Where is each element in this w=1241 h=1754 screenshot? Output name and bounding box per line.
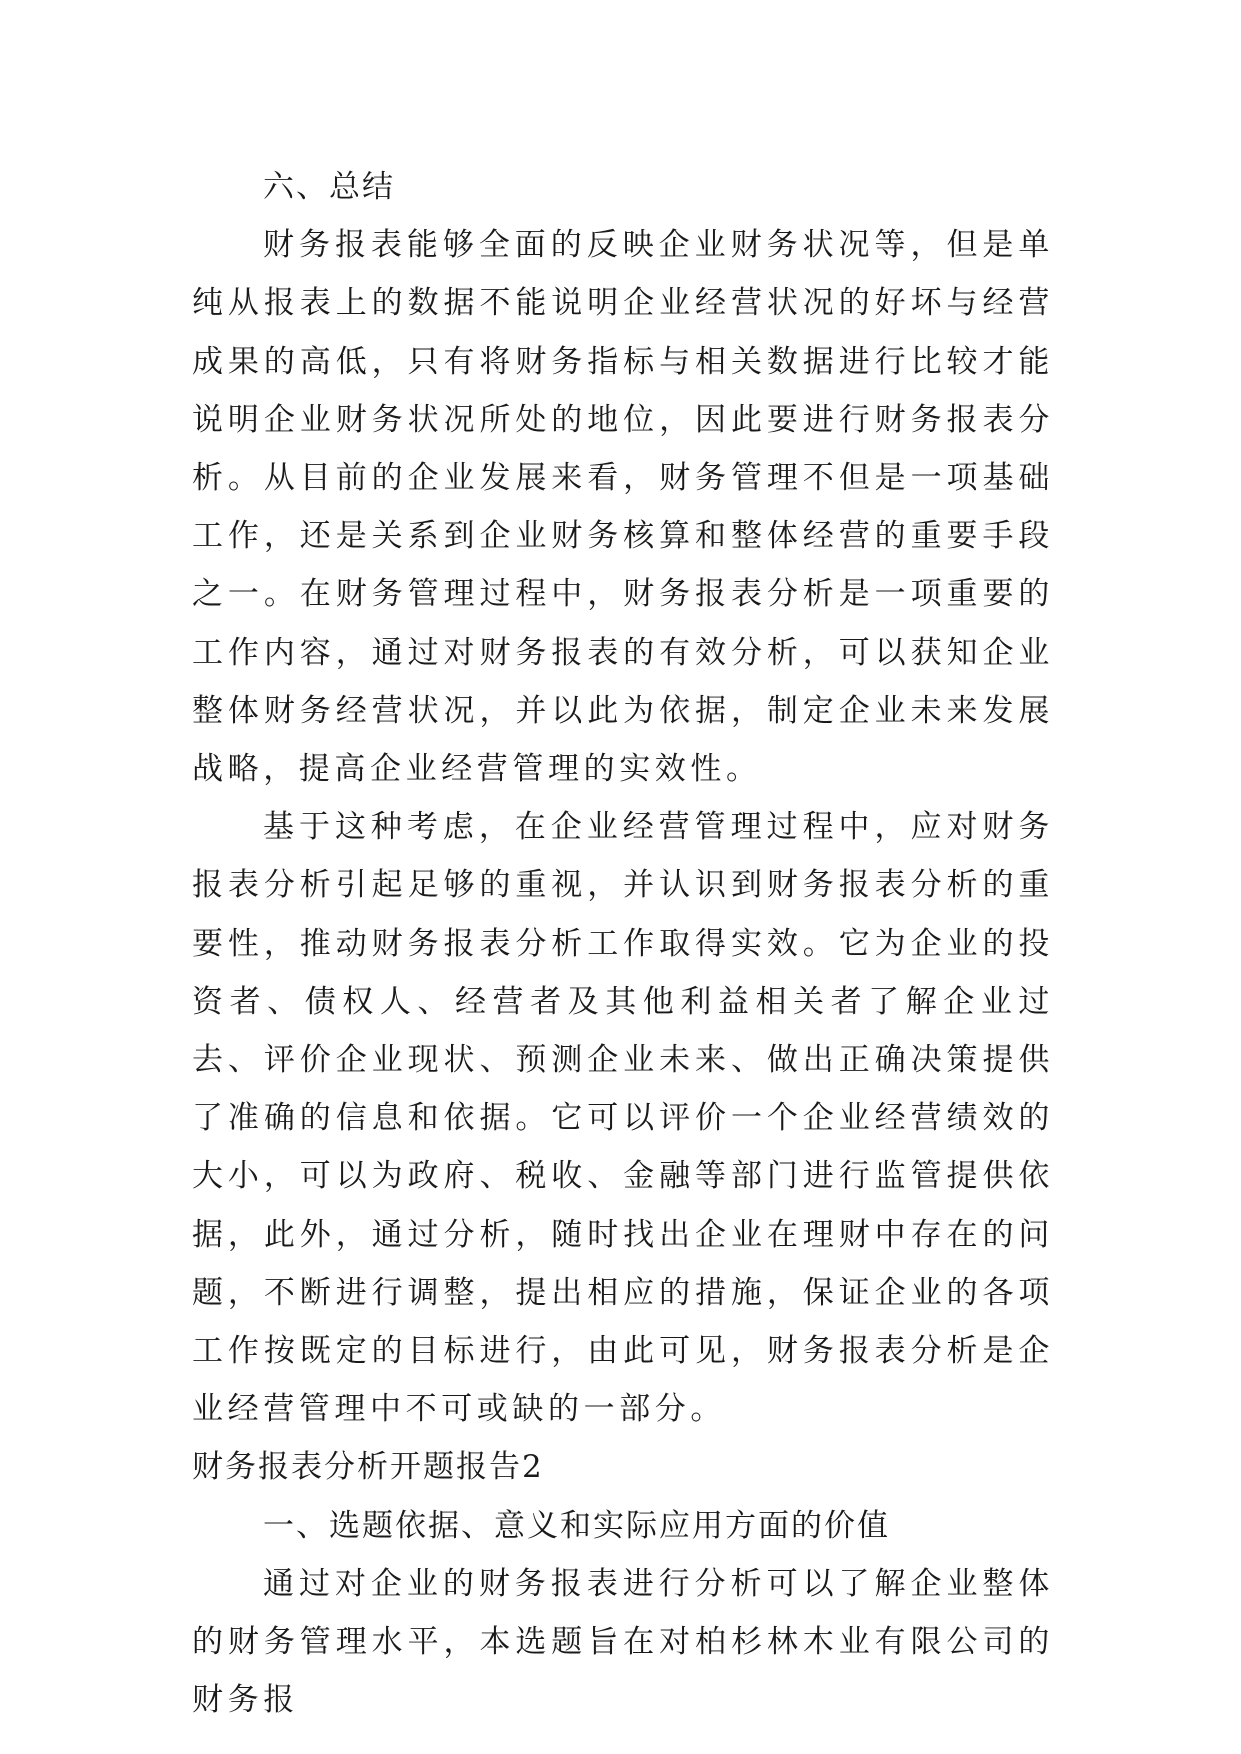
paragraph: 财务报表能够全面的反映企业财务状况等，但是单纯从报表上的数据不能说明企业经营状况的好坏与经营成果的高低，只有将财务指标与相关数据进行比较才能说明企业财务状况所处的地位，因此要进行财务报表分析。从目前的企业发展来看，财务管理不但是一项基础工作，还是关系到企业财务核算和整体经营的重要手段之一。在财务管理过程中，财务报表分析是一项重要的工作内容，通过对财务报表的有效分析，可以获知企业整体财务经营状况，并以此为依据，制定企业未来发展战略，提高企业经营管理的实效性。 xyxy=(192,227,1054,788)
document-body xyxy=(192,158,1054,1729)
section-heading: 六、总结 xyxy=(263,169,395,205)
subsection-heading: 一、选题依据、意义和实际应用方面的价值 xyxy=(263,1507,890,1544)
paragraph: 基于这种考虑，在企业经营管理过程中，应对财务报表分析引起足够的重视，并认识到财务报表分析的重要性，推动财务报表分析工作取得实效。它为企业的投资者、债权人、经营者及其他利益相关者了解企业过去、评价企业现状、预测企业未来、做出正确决策提供了准确的信息和依据。它可以评价一个企业经营绩效的大小，可以为政府、税收、金融等部门进行监管提供依据，此外，通过分析，随时找出企业在理财中存在的问题，不断进行调整，提出相应的措施，保证企业的各项工作按既定的目标进行，由此可见，财务报表分析是企业经营管理中不可或缺的一部分。 xyxy=(192,809,1054,1428)
paragraph: 通过对企业的财务报表进行分析可以了解企业整体的财务管理水平，本选题旨在对柏杉林木业有限公司的财务报 xyxy=(192,1565,1054,1719)
report-title: 财务报表分析开题报告2 xyxy=(192,1449,544,1486)
